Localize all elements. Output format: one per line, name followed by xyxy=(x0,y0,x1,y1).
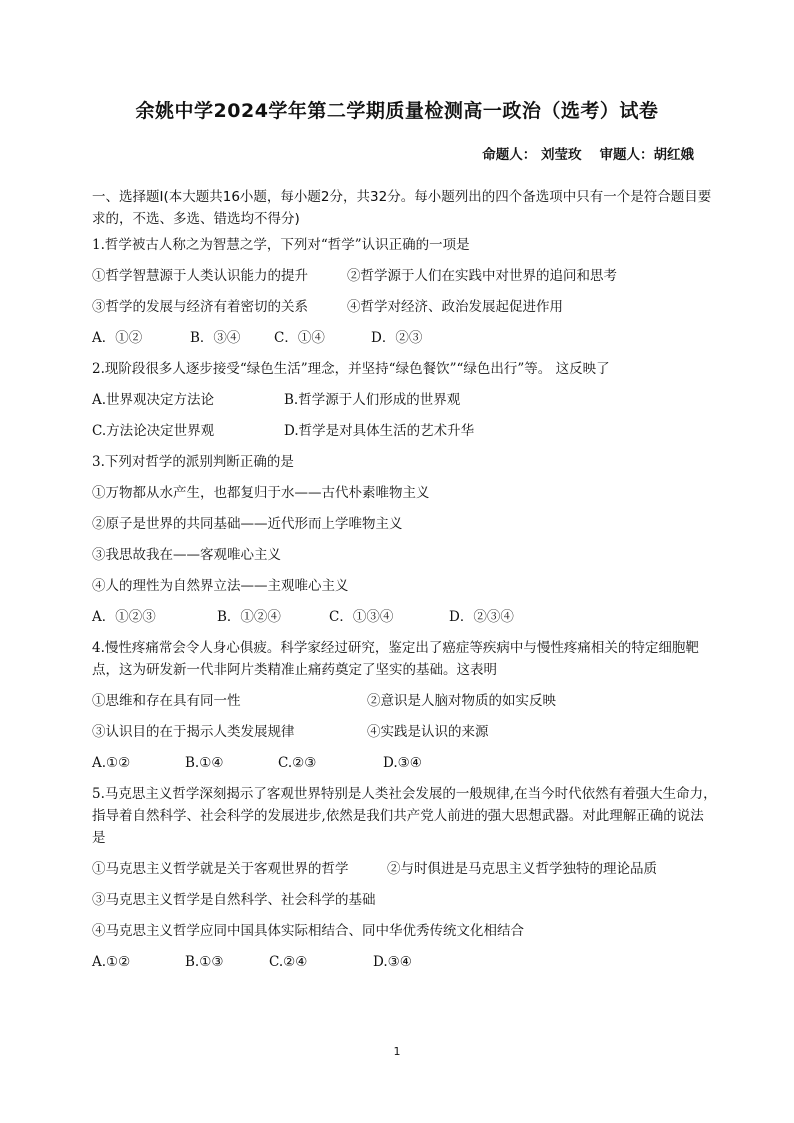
question-4-options xyxy=(92,752,717,783)
q5-option-d: D.③④ xyxy=(373,954,412,970)
q4-option-a: A.①② xyxy=(92,755,131,771)
q4-item-2: ②意识是人脑对物质的如实反映 xyxy=(367,693,556,709)
q3-item-1: ①万物都从水产生，也都复归于水——古代朴素唯物主义 xyxy=(92,485,430,501)
q4-option-b: B.①④ xyxy=(185,755,224,771)
q3-option-d: D．②③④ xyxy=(449,609,514,625)
q4-item-3: ③认识目的在于揭示人类发展规律 xyxy=(92,724,295,740)
q1-option-b: B．③④ xyxy=(190,330,241,346)
q1-item-2: ②哲学源于人们在实践中对世界的追问和思考 xyxy=(347,268,617,284)
section-heading: 一、选择题Ⅰ(本大题共16小题，每小题2分，共32分。每小题列出的四个备选项中只有一个是符合题目要求的，不选、多选、错选均不得分) xyxy=(92,189,712,227)
question-1-items-row2 xyxy=(92,296,717,327)
question-3-stem: 3.下列对哲学的派别判断正确的是 xyxy=(92,454,294,470)
setter-label: 命题人： 刘莹玫 xyxy=(482,147,582,163)
question-5-stem: 5.马克思主义哲学深刻揭示了客观世界特别是人类社会发展的一般规律,在当今时代依然有着强大生命力，指导着自然科学、社会科学的发展进步,依然是我们共产党人前进的强大思想武器。对此理解正确的说法是 xyxy=(92,786,717,846)
q4-item-4: ④实践是认识的来源 xyxy=(367,724,489,740)
q5-item-2: ②与时俱进是马克思主义哲学独特的理论品质 xyxy=(387,861,657,877)
q2-option-b: B.哲学源于人们形成的世界观 xyxy=(284,392,461,408)
q4-option-d: D.③④ xyxy=(383,755,422,771)
question-2-stem: 2.现阶段很多人逐步接受“绿色生活”理念，并坚持“绿色餐饮”“绿色出行”等。 这反映了 xyxy=(92,361,610,377)
page-number: 1 xyxy=(393,1045,401,1058)
q1-item-3: ③哲学的发展与经济有着密切的关系 xyxy=(92,299,308,315)
q3-item-2: ②原子是世界的共同基础——近代形而上学唯物主义 xyxy=(92,516,403,532)
question-2-options-row1 xyxy=(92,389,717,420)
q3-option-c: C．①③④ xyxy=(329,609,394,625)
author-line xyxy=(482,143,694,163)
q2-option-a: A.世界观决定方法论 xyxy=(92,392,215,408)
q3-item-4: ④人的理性为自然界立法——主观唯心主义 xyxy=(92,578,349,594)
q3-item-3: ③我思故我在——客观唯心主义 xyxy=(92,547,281,563)
q5-item-1: ①马克思主义哲学就是关于客观世界的哲学 xyxy=(92,861,349,877)
reviewer-label: 审题人：胡红娥 xyxy=(599,147,694,163)
q3-option-b: B．①②④ xyxy=(217,609,281,625)
question-1-options xyxy=(92,327,717,358)
q1-item-4: ④哲学对经济、政治发展起促进作用 xyxy=(347,299,563,315)
question-5-options xyxy=(92,951,717,982)
question-3-options xyxy=(92,606,717,637)
question-4-items-row1 xyxy=(92,690,717,721)
exam-title: 余姚中学2024学年第二学期质量检测高一政治（选考）试卷 xyxy=(135,100,659,122)
q5-option-b: B.①③ xyxy=(185,954,224,970)
q5-item-4: ④马克思主义哲学应同中国具体实际相结合、同中华优秀传统文化相结合 xyxy=(92,923,524,939)
q5-item-3: ③马克思主义哲学是自然科学、社会科学的基础 xyxy=(92,892,376,908)
q1-option-c: C．①④ xyxy=(274,330,325,346)
q1-item-1: ①哲学智慧源于人类认识能力的提升 xyxy=(92,268,308,284)
q2-option-c: C.方法论决定世界观 xyxy=(92,423,215,439)
q1-option-a: A．①② xyxy=(92,330,143,346)
question-1-stem: 1.哲学被古人称之为智慧之学，下列对“哲学”认识正确的一项是 xyxy=(92,237,470,253)
exam-body xyxy=(92,186,717,982)
question-1-items-row1 xyxy=(92,265,717,296)
q4-item-1: ①思维和存在具有同一性 xyxy=(92,693,241,709)
question-4-items-row2 xyxy=(92,721,717,752)
question-2-options-row2 xyxy=(92,420,717,451)
q4-option-c: C.②③ xyxy=(278,755,317,771)
q2-option-d: D.哲学是对具体生活的艺术升华 xyxy=(284,423,475,439)
q5-option-c: C.②④ xyxy=(269,954,308,970)
q3-option-a: A．①②③ xyxy=(92,609,156,625)
q5-option-a: A.①② xyxy=(92,954,131,970)
q1-option-d: D．②③ xyxy=(371,330,423,346)
question-5-items-row1 xyxy=(92,858,717,889)
question-4-stem: 4.慢性疼痛常会令人身心俱疲。科学家经过研究，鉴定出了癌症等疾病中与慢性疼痛相关的特定细胞靶点，这为研发新一代非阿片类精准止痛药奠定了坚实的基础。这表明 xyxy=(92,640,699,678)
